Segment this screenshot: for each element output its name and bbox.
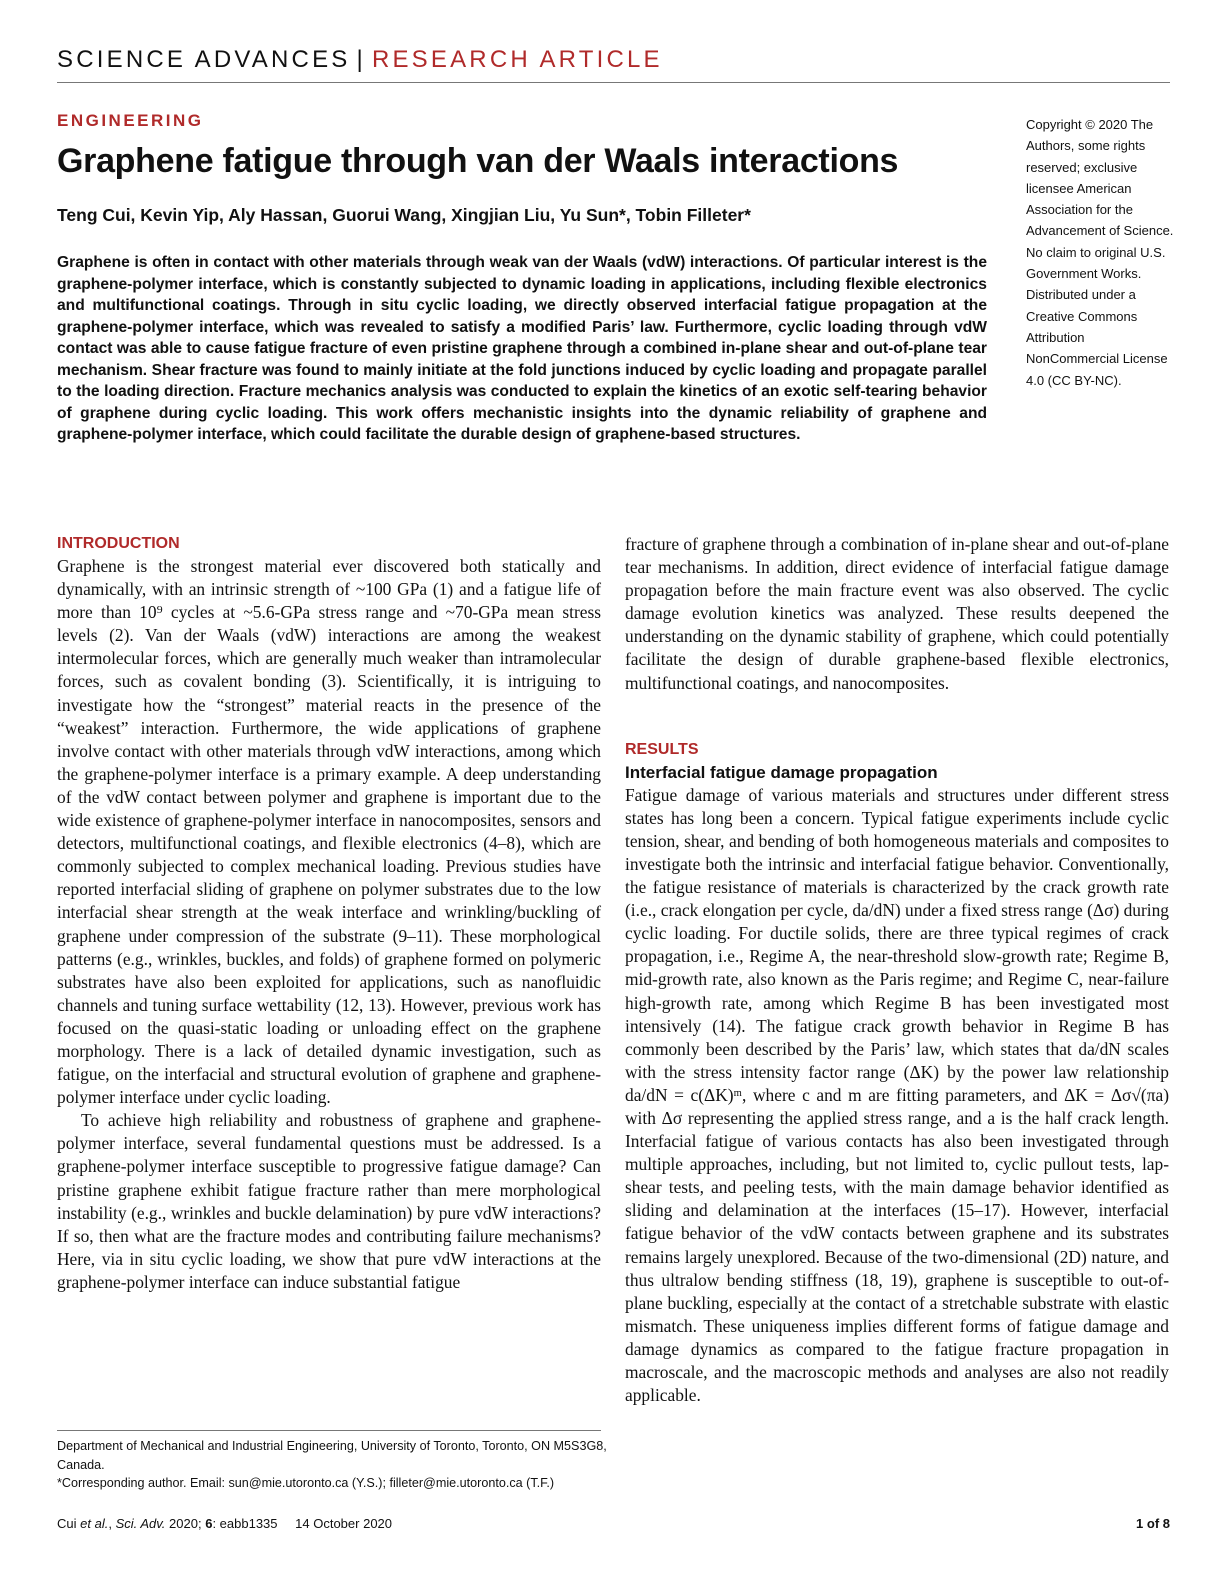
results-heading: RESULTS bbox=[625, 740, 699, 758]
footnote-rule bbox=[57, 1430, 601, 1431]
right-column bbox=[625, 533, 1169, 1407]
article-type: RESEARCH ARTICLE bbox=[371, 46, 663, 73]
copyright-notice: Copyright © 2020 The Authors, some rights reserved; exclusive licensee American Association for the Advancement of Science. No claim to original U.S. Government Works. Distributed under a Creative Commons Attribution NonCommercial License 4.0 (CC BY-NC). bbox=[1026, 117, 1174, 388]
citation-author: Cui bbox=[57, 1516, 77, 1531]
page-number: 1 of 8 bbox=[1136, 1516, 1170, 1531]
citation-volume: 6 bbox=[205, 1516, 213, 1531]
citation-journal: Sci. Adv. bbox=[115, 1516, 166, 1531]
introduction-paragraph-2-continued: fracture of graphene through a combination of in-plane shear and out-of-plane tear mechanisms. In addition, direct evidence of interfacial fatigue damage propagation before the main fracture event was also observed. The cyclic damage evolution kinetics was analyzed. These results deepened the understanding on the dynamic stability of graphene, which could potentially facilitate the design of durable graphene-based flexible electronics, multifunctional coatings, and nanocomposites. bbox=[625, 534, 1169, 693]
introduction-heading: INTRODUCTION bbox=[57, 535, 180, 552]
corresponding-author-note: *Corresponding author. Email: sun@mie.utoronto.ca (Y.S.); filleter@mie.utoronto.ca (T.F.) bbox=[57, 1476, 555, 1490]
section-gap bbox=[625, 695, 1169, 739]
header-rule bbox=[57, 82, 1170, 83]
footnotes bbox=[57, 1437, 607, 1493]
introduction-paragraph-2: To achieve high reliability and robustness of graphene and graphene-polymer interface, several fundamental questions must be addressed. Is a graphene-polymer interface susceptible to progressive fatigue damage? Can pristine graphene exhibit fatigue fracture rather than mere morphological instability (e.g., wrinkles and buckle delamination) by pure vdW interactions? If so, then what are the fracture modes and contributing failure mechanisms? Here, via in situ cyclic loading, we show that pure vdW interactions at the graphene-polymer interface can induce substantial fatigue bbox=[57, 1110, 601, 1292]
citation-year: 2020; bbox=[169, 1516, 202, 1531]
publication-date: 14 October 2020 bbox=[295, 1516, 393, 1531]
journal-name: SCIENCE ADVANCES bbox=[57, 46, 351, 73]
affiliation-note: Department of Mechanical and Industrial Engineering, University of Toronto, Toronto, ON M5S3G8, Canada. bbox=[57, 1439, 607, 1472]
left-column bbox=[57, 533, 601, 1294]
journal-masthead bbox=[57, 46, 663, 74]
citation-etal: et al. bbox=[80, 1516, 109, 1531]
results-subheading: Interfacial fatigue damage propagation bbox=[625, 762, 938, 782]
citation-footer: Cui et al., Sci. Adv. 2020; 6: eabb1335 14 October 2020 bbox=[57, 1516, 393, 1531]
author-list: Teng Cui, Kevin Yip, Aly Hassan, Guorui Wang, Xingjian Liu, Yu Sun*, Tobin Filleter* bbox=[57, 205, 751, 225]
article-category: ENGINEERING bbox=[57, 111, 204, 130]
results-paragraph-1: Fatigue damage of various materials and structures under different stress states has long been a concern. Typical fatigue experiments include cyclic tension, shear, and bending of both homogeneous materials and composites to investigate both the intrinsic and interfacial fatigue behavior. Conventionally, the fatigue resistance of materials is characterized by the crack growth rate (i.e., crack elongation per cycle, da/dN) under a fixed stress range (Δσ) during cyclic loading. For ductile solids, there are three typical regimes of crack propagation, i.e., Regime A, the near-threshold slow-growth rate; Regime B, mid-growth rate, also known as the Paris regime; and Regime C, near-failure high-growth rate, among which Regime B has been investigated most intensively (14). The fatigue crack growth behavior in Regime B has commonly been described by the Paris’ law, which states that da/dN scales with the stress intensity factor range (ΔK) by the power law relationship da/dN = c(ΔK)ᵐ, where c and m are fitting parameters, and ΔK = Δσ√(πa) with Δσ representing the applied stress range, and a is the half crack length. Interfacial fatigue of various contacts has also been investigated through multiple approaches, including, but not limited to, cyclic pullout tests, lap-shear tests, and peeling tests, with the main damage behavior identified as sliding and delamination at the interfaces (15–17). However, interfacial fatigue behavior of the vdW contacts between graphene and its substrates remains largely unexplored. Because of the two-dimensional (2D) nature, and thus ultralow bending stiffness (18, 19), graphene is susceptible to out-of-plane buckling, especially at the contact of a stretchable substrate with elastic mismatch. These uniqueness implies different forms of fatigue damage and damage dynamics as compared to the fatigue fracture propagation in macroscale, and the macroscopic methods and analyses are also not readily applicable. bbox=[625, 784, 1169, 1406]
article-title: Graphene fatigue through van der Waals interactions bbox=[57, 142, 899, 180]
masthead-separator: | bbox=[356, 46, 366, 73]
introduction-paragraph-1: Graphene is the strongest material ever discovered both statically and dynamically, with an intrinsic strength of ~100 GPa (1) and a fatigue life of more than 10⁹ cycles at ~5.6-GPa stress range and ~70-GPa mean stress levels (2). Van der Waals (vdW) interactions are among the weakest intermolecular forces, which are generally much weaker than intramolecular forces, such as covalent bonding (3). Scientifically, it is intriguing to investigate how the “strongest” material reacts in the presence of the “weakest” interaction. Furthermore, the wide applications of graphene involve contact with other materials through vdW interactions, among which the graphene-polymer interface is a primary example. A deep understanding of the vdW contact between polymer and graphene is important due to the wide existence of graphene-polymer interface in nanocomposites, sensors and detectors, multifunctional coatings, and flexible electronics (4–8), which are commonly subjected to complex mechanical loading. Previous studies have reported interfacial sliding of graphene on polymer substrates due to the low interfacial shear strength at the weak interface and wrinkling/buckling of graphene under compression of the substrate (9–11). These morphological patterns (e.g., wrinkles, buckles, and folds) of graphene formed on polymeric substrates have also been exploited for applications, such as nanofluidic channels and tuning surface wettability (12, 13). However, previous work has focused on the quasi-static loading or unloading effect on the graphene morphology. There is a lack of detailed dynamic investigation, such as fatigue, on the interfacial and structural evolution of graphene and graphene-polymer interface under cyclic loading. bbox=[57, 556, 601, 1108]
citation-id: : eabb1335 bbox=[212, 1516, 278, 1531]
abstract: Graphene is often in contact with other materials through weak van der Waals (vdW) interactions. Of particular interest is the graphene-polymer interface, which is constantly subjected to dynamic loading in applications, including flexible electronics and multifunctional coatings. Through in situ cyclic loading, we directly observed interfacial fatigue propagation at the graphene-polymer interface, which was revealed to satisfy a modified Paris’ law. Furthermore, cyclic loading through vdW contact was able to cause fatigue fracture of even pristine graphene through a combined in-plane shear and out-of-plane tear mechanism. Shear fracture was found to mainly initiate at the fold junctions induced by cyclic loading and propagate parallel to the loading direction. Fracture mechanics analysis was conducted to explain the kinetics of an exotic self-tearing behavior of graphene during cyclic loading. This work offers mechanistic insights into the dynamic reliability of graphene and graphene-polymer interface, which could facilitate the durable design of graphene-based structures. bbox=[57, 254, 987, 443]
